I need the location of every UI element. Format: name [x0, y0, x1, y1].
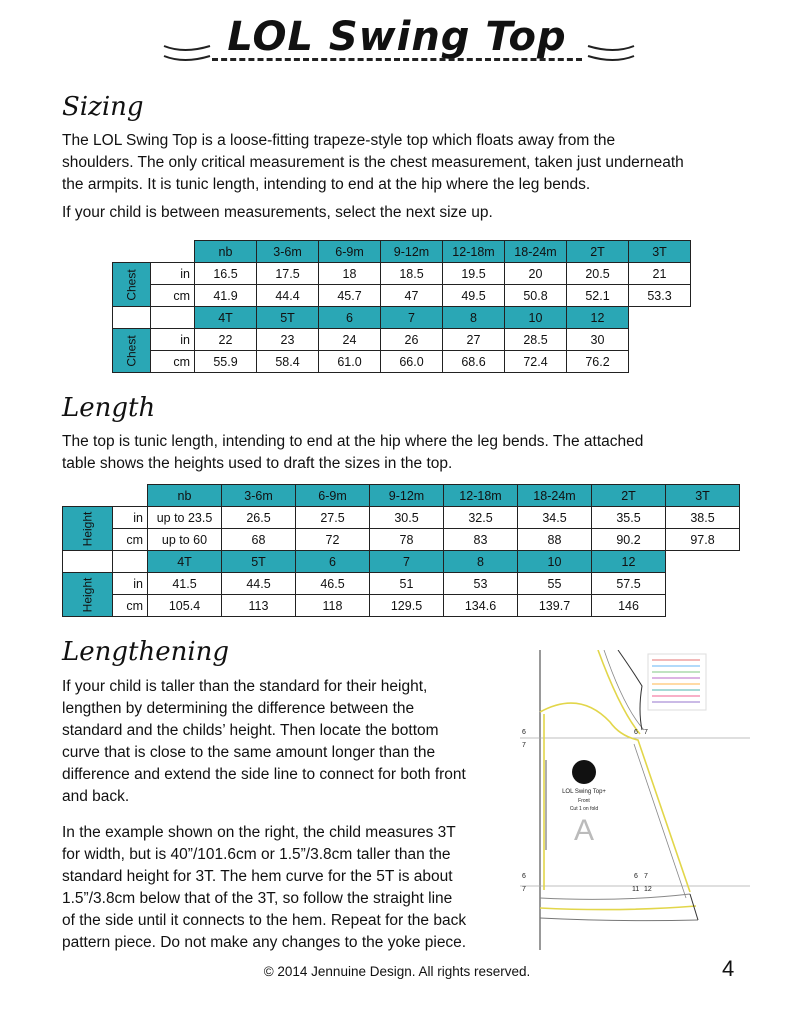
table-cell: 46.5	[296, 573, 370, 595]
chest-row-label: Chest	[113, 263, 151, 307]
table-cell: 44.4	[257, 285, 319, 307]
sizing-paragraph-2: If your child is between measurements, select the next size up.	[62, 204, 493, 221]
table-cell: 49.5	[443, 285, 505, 307]
size-header: 12-18m	[443, 241, 505, 263]
brand-logo-icon	[572, 760, 596, 784]
table-cell: 35.5	[592, 507, 666, 529]
unit-label: cm	[113, 595, 148, 617]
unit-label: in	[151, 263, 195, 285]
table-cell: 20	[505, 263, 567, 285]
size-header: 12	[567, 307, 629, 329]
size-header: 12-18m	[444, 485, 518, 507]
page-number: 4	[722, 956, 735, 981]
table-cell: 134.6	[444, 595, 518, 617]
size-header: 5T	[257, 307, 319, 329]
size-header: 8	[444, 551, 518, 573]
size-header: 9-12m	[370, 485, 444, 507]
copyright-footer: © 2014 Jennuine Design. All rights reserved.	[263, 964, 531, 979]
size-header: 6-9m	[319, 241, 381, 263]
table-cell: 90.2	[592, 529, 666, 551]
size-header: 6	[296, 551, 370, 573]
lengthening-paragraph-2: In the example shown on the right, the child measures 3T for width, but is 40”/101.6cm or 1.5”/3.8cm taller than the standard height for 3T. The hem curve for the 5T is about 1.5”/3.8cm below that of the 3T, so follow the straight line of the side until it connects to the hem. Repeat for the back pattern piece. Do not make any changes to the yoke piece.	[62, 824, 467, 951]
table-cell: 18.5	[381, 263, 443, 285]
unit-label: cm	[151, 351, 195, 373]
table-cell: 30.5	[370, 507, 444, 529]
table-cell: 57.5	[592, 573, 666, 595]
right-mark: 7	[644, 729, 648, 736]
length-heading: Length	[62, 393, 156, 423]
table-cell: 19.5	[443, 263, 505, 285]
size-header: 6	[319, 307, 381, 329]
size-header: 18-24m	[518, 485, 592, 507]
table-cell: 22	[195, 329, 257, 351]
table-cell: 27	[443, 329, 505, 351]
lengthening-heading: Lengthening	[62, 637, 230, 667]
size-header: nb	[148, 485, 222, 507]
size-header: 2T	[567, 241, 629, 263]
table-cell: 21	[629, 263, 691, 285]
left-mark: 6	[522, 729, 526, 736]
table-cell: 20.5	[567, 263, 629, 285]
size-header: 5T	[222, 551, 296, 573]
size-header: 7	[370, 551, 444, 573]
table-cell: 129.5	[370, 595, 444, 617]
table-cell: 32.5	[444, 507, 518, 529]
size-header: 6-9m	[296, 485, 370, 507]
table-cell: 41.5	[148, 573, 222, 595]
height-size-table	[62, 484, 740, 617]
table-cell: 50.8	[505, 285, 567, 307]
right-mark: 6	[634, 729, 638, 736]
size-header: 4T	[148, 551, 222, 573]
table-cell: 52.1	[567, 285, 629, 307]
table-cell: 55.9	[195, 351, 257, 373]
table-cell: up to 23.5	[148, 507, 222, 529]
size-header: 3T	[629, 241, 691, 263]
table-cell: 76.2	[567, 351, 629, 373]
chest-row-label: Chest	[113, 329, 151, 373]
table-cell: 45.7	[319, 285, 381, 307]
right-mark: 6	[634, 873, 638, 880]
title-underline	[212, 58, 582, 65]
left-mark: 6	[522, 873, 526, 880]
lengthening-paragraph-1: If your child is taller than the standard for their height, lengthen by determining the difference between the standard and the childs’ height. Then locate the bottom curve that is close to the same amount longer than the difference and extend the side line to connect for both front and back.	[62, 678, 466, 805]
table-cell: 97.8	[666, 529, 740, 551]
length-paragraph: The top is tunic length, intending to end at the hip where the leg bends. The attached table shows the heights used to draft the sizes in the top.	[62, 433, 644, 472]
table-cell: 113	[222, 595, 296, 617]
table-cell: 34.5	[518, 507, 592, 529]
sizing-paragraph-1: The LOL Swing Top is a loose-fitting trapeze-style top which floats away from the shoulders. The only critical measurement is the chest measurement, taken just underneath the armpits. It is tunic length, intending to end at the hip where the leg bends.	[62, 132, 684, 193]
size-header: 4T	[195, 307, 257, 329]
left-mark: 7	[522, 742, 526, 749]
unit-label: in	[151, 329, 195, 351]
table-cell: 17.5	[257, 263, 319, 285]
unit-label: in	[113, 573, 148, 595]
left-mark: 7	[522, 886, 526, 893]
table-cell: 26.5	[222, 507, 296, 529]
size-header: 12	[592, 551, 666, 573]
size-header: 2T	[592, 485, 666, 507]
table-cell: 72	[296, 529, 370, 551]
size-header: nb	[195, 241, 257, 263]
table-cell: 41.9	[195, 285, 257, 307]
height-row-label: Height	[63, 507, 113, 551]
table-cell: 44.5	[222, 573, 296, 595]
table-cell: 23	[257, 329, 319, 351]
height-row-label: Height	[63, 573, 113, 617]
table-cell: 47	[381, 285, 443, 307]
size-header: 3-6m	[222, 485, 296, 507]
table-cell: 16.5	[195, 263, 257, 285]
table-cell: 53.3	[629, 285, 691, 307]
right-swoosh-ornament	[584, 40, 638, 66]
unit-label: cm	[113, 529, 148, 551]
table-cell: 66.0	[381, 351, 443, 373]
piece-title: LOL Swing Top+	[562, 789, 606, 795]
right-mark: 12	[644, 886, 652, 893]
table-cell: 146	[592, 595, 666, 617]
table-cell: up to 60	[148, 529, 222, 551]
chest-size-table	[112, 240, 691, 373]
size-header: 7	[381, 307, 443, 329]
table-cell: 27.5	[296, 507, 370, 529]
table-cell: 139.7	[518, 595, 592, 617]
table-cell: 38.5	[666, 507, 740, 529]
size-header: 18-24m	[505, 241, 567, 263]
piece-subtitle-1: Front	[578, 798, 590, 804]
piece-letter: A	[573, 814, 595, 847]
size-header: 3-6m	[257, 241, 319, 263]
table-cell: 53	[444, 573, 518, 595]
table-cell: 68.6	[443, 351, 505, 373]
table-cell: 72.4	[505, 351, 567, 373]
size-header: 8	[443, 307, 505, 329]
size-header: 3T	[666, 485, 740, 507]
table-cell: 24	[319, 329, 381, 351]
page-title: LOL Swing Top	[227, 14, 567, 60]
piece-subtitle-2: Cut 1 on fold	[569, 806, 599, 812]
table-cell: 18	[319, 263, 381, 285]
size-header: 10	[518, 551, 592, 573]
size-header: 9-12m	[381, 241, 443, 263]
table-cell: 68	[222, 529, 296, 551]
table-cell: 30	[567, 329, 629, 351]
table-cell: 78	[370, 529, 444, 551]
table-cell: 105.4	[148, 595, 222, 617]
right-mark: 11	[632, 886, 640, 893]
table-cell: 26	[381, 329, 443, 351]
table-cell: 55	[518, 573, 592, 595]
sizing-heading: Sizing	[62, 92, 144, 122]
size-header: 10	[505, 307, 567, 329]
table-cell: 58.4	[257, 351, 319, 373]
table-cell: 88	[518, 529, 592, 551]
table-cell: 51	[370, 573, 444, 595]
unit-label: cm	[151, 285, 195, 307]
table-cell: 118	[296, 595, 370, 617]
table-cell: 61.0	[319, 351, 381, 373]
pattern-piece-diagram	[520, 650, 750, 950]
table-cell: 83	[444, 529, 518, 551]
right-mark: 7	[644, 873, 648, 880]
size-legend-icon	[648, 654, 706, 710]
table-cell: 28.5	[505, 329, 567, 351]
unit-label: in	[113, 507, 148, 529]
